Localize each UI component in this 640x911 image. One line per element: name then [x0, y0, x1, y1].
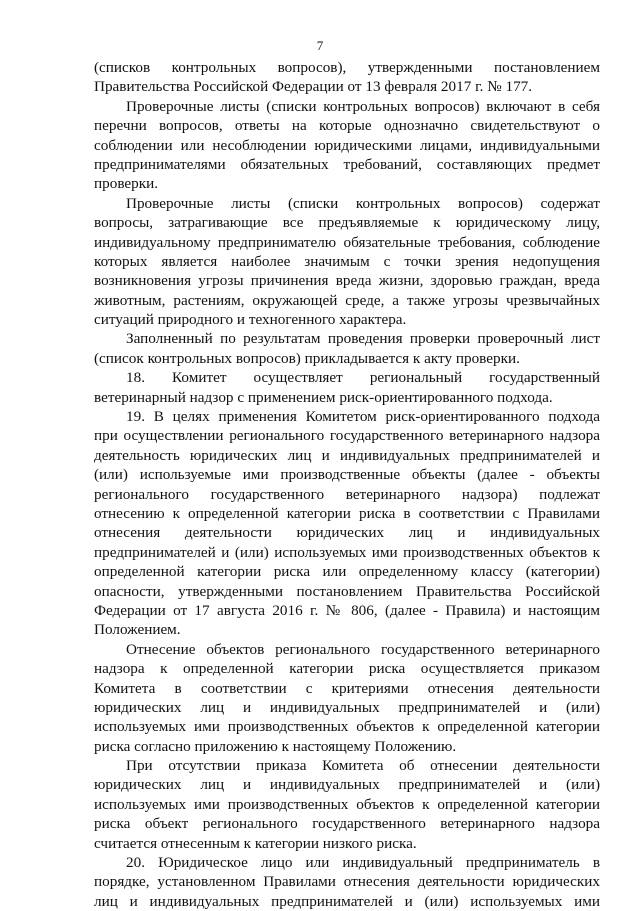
text-line: которых является наиболее значимым с точки зрения недопущения: [94, 252, 600, 270]
text-line: вопросы, затрагивающие все предъявляемые к юридическому лицу,: [94, 214, 600, 232]
text-line: 18. Комитет осуществляет региональный государственный: [126, 369, 600, 387]
text-line: животным, растениям, окружающей среде, а также угрозы чрезвычайных: [94, 291, 600, 309]
text-line: юридических лиц и индивидуальных предпринимателей и (или): [94, 698, 600, 716]
text-line: опасности, утвержденными постановлением Правительства Российской: [94, 582, 600, 600]
text-line: ситуаций природного и техногенного характера.: [94, 311, 407, 329]
text-line: (списков контрольных вопросов), утвержденными постановлением: [94, 59, 600, 76]
text-line: предпринимателями обязательных требований, составляющих предмет: [94, 155, 600, 173]
text-line: индивидуальному предпринимателю обязательные требования, соблюдение: [94, 233, 600, 251]
text-line: Отнесение объектов регионального государственного ветеринарного: [126, 640, 600, 658]
text-line: при осуществлении регионального государственного ветеринарного надзора: [94, 427, 600, 445]
text-line: Проверочные листы (списки контрольных вопросов) включают в себя: [126, 97, 600, 115]
text-line: соблюдении или несоблюдении юридическими лицами, индивидуальными: [94, 136, 600, 154]
text-line: При отсутствии приказа Комитета об отнесении деятельности: [126, 757, 600, 775]
text-line: Правительства Российской Федерации от 13 февраля 2017 г. № 177.: [94, 78, 533, 96]
document-body: [94, 58, 600, 911]
text-line: считается отнесенным к категории низкого риска.: [94, 834, 417, 852]
text-line: 20. Юридическое лицо или индивидуальный предприниматель в: [126, 854, 600, 872]
text-line: ветеринарный надзор с применением риск-ориентированного подхода.: [94, 388, 553, 406]
text-line: Проверочные листы (списки контрольных вопросов) содержат: [126, 194, 600, 212]
text-line: Заполненный по результатам проведения проверки проверочный лист: [126, 330, 600, 348]
text-line: используемых ими производственных объектов к определенной категории: [94, 718, 600, 736]
text-line: Федерации от 17 августа 2016 г. № 806, (далее - Правила) и настоящим: [94, 601, 600, 619]
text-line: риска согласно приложению к настоящему Положению.: [94, 737, 457, 755]
text-line: возникновения угрозы причинения вреда жизни, здоровью граждан, вреда: [94, 272, 600, 290]
text-line: (или) используемые ими производственные объекты (далее - объекты: [94, 466, 600, 484]
text-line: деятельность юридических лиц и индивидуальных предпринимателей и: [94, 446, 600, 464]
text-line: лиц и индивидуальных предпринимателей и (или) используемых ими: [94, 892, 600, 910]
text-line: Положением.: [94, 621, 181, 639]
text-line: порядке, установленном Правилами отнесения деятельности юридических: [94, 873, 600, 891]
text-line: перечни вопросов, ответы на которые однозначно свидетельствуют о: [94, 117, 600, 135]
text-line: риска объект регионального государственного ветеринарного надзора: [94, 815, 600, 833]
text-line: Комитета в соответствии с критериями отнесения деятельности: [94, 679, 600, 697]
text-line: предпринимателей и (или) используемых ими производственных объектов к: [94, 543, 600, 561]
page-number: 7: [316, 38, 324, 53]
text-line: надзора к определенной категории риска осуществляется приказом: [94, 660, 600, 678]
text-line: (список контрольных вопросов) прикладывается к акту проверки.: [94, 349, 520, 367]
text-line: определенной категории риска или определенному классу (категории): [94, 563, 600, 581]
text-line: проверки.: [94, 175, 159, 193]
text-line: отнесению к определенной категории риска в соответствии с Правилами: [94, 504, 600, 522]
text-line: регионального государственного ветеринарного надзора) подлежат: [94, 485, 600, 503]
text-line: юридических лиц и индивидуальных предпринимателей и (или): [94, 776, 600, 794]
text-line: используемых ими производственных объектов к определенной категории: [94, 795, 600, 813]
text-line: отнесения деятельности юридических лиц и индивидуальных: [94, 524, 600, 542]
text-line: 19. В целях применения Комитетом риск-ориентированного подхода: [126, 408, 600, 426]
